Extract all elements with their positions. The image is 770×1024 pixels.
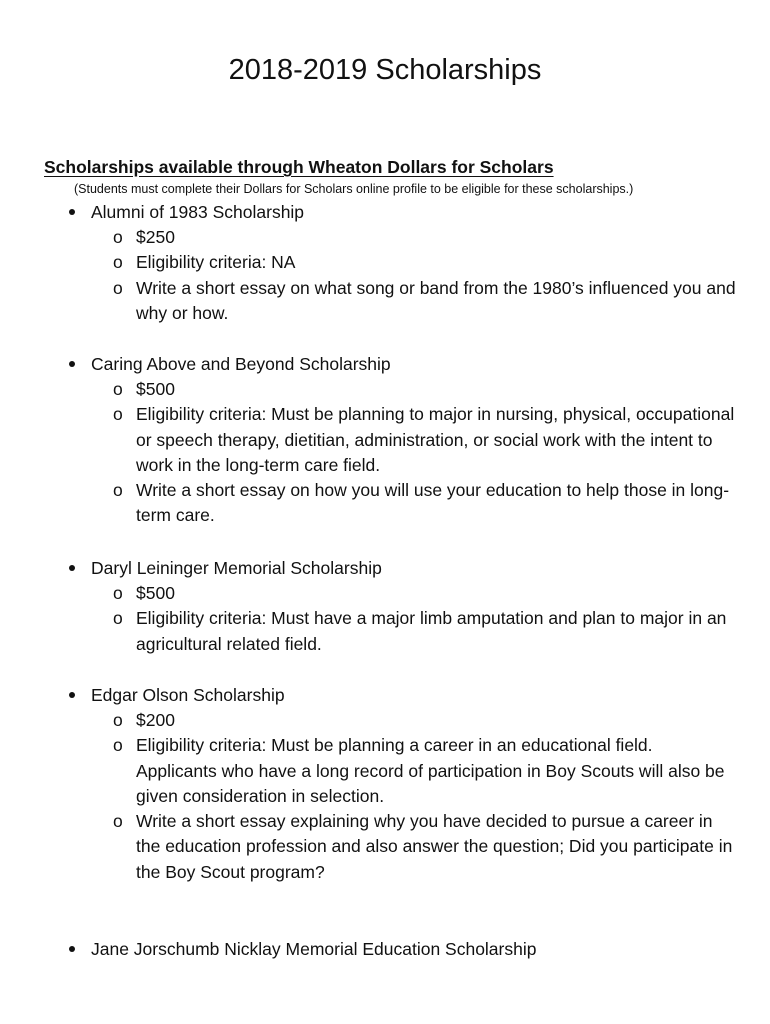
scholarship-name: Edgar Olson Scholarship bbox=[91, 685, 285, 705]
scholarship-alumni-1983 bbox=[0, 200, 770, 326]
bullet-icon bbox=[69, 565, 75, 571]
eligibility-criteria: o Eligibility criteria: Must have a major limb amputation and plan to major in an agricultural related field. bbox=[113, 608, 727, 654]
bullet-icon bbox=[69, 361, 75, 367]
scholarship-amount: o $200 bbox=[0, 708, 770, 733]
sub-bullet-icon: o bbox=[113, 608, 123, 629]
essay-requirement: o Write a short essay on what song or band from the 1980’s influenced you and why or how. bbox=[113, 277, 736, 323]
sub-bullet-icon: o bbox=[113, 735, 123, 756]
bullet-icon bbox=[69, 209, 75, 215]
scholarship-name: Daryl Leininger Memorial Scholarship bbox=[91, 558, 382, 578]
essay-requirement: o Write a short essay on how you will use your education to help those in long-term care. bbox=[113, 480, 730, 526]
scholarship-name: Alumni of 1983 Scholarship bbox=[91, 202, 305, 222]
sub-bullet-icon: o bbox=[113, 710, 123, 730]
scholarship-edgar-olson bbox=[0, 683, 770, 885]
sub-bullet-icon: o bbox=[113, 277, 123, 298]
scholarship-amount: o $500 bbox=[0, 377, 770, 402]
page-title: 2018-2019 Scholarships bbox=[228, 54, 542, 86]
section-note: (Students must complete their Dollars for Scholars online profile to be eligible for these scholarships.) bbox=[74, 182, 634, 196]
sub-bullet-icon: o bbox=[113, 811, 123, 832]
sub-bullet-icon: o bbox=[113, 480, 123, 501]
scholarship-amount: o $500 bbox=[0, 581, 770, 606]
sub-bullet-icon: o bbox=[113, 252, 123, 273]
scholarship-name: Jane Jorschumb Nicklay Memorial Education Scholarship bbox=[91, 939, 537, 959]
bullet-icon bbox=[69, 692, 75, 698]
eligibility-criteria: o Eligibility criteria: Must be planning a career in an educational field. Applicants who have a long record of participation in Boy Scouts will also be given consideration in selection. bbox=[113, 735, 725, 806]
sub-bullet-icon: o bbox=[113, 227, 123, 247]
essay-requirement: o Write a short essay explaining why you have decided to pursue a career in the education profession and also answer the question; Did you participate in the Boy Scout program? bbox=[113, 811, 733, 882]
eligibility-criteria: o Eligibility criteria: NA bbox=[0, 250, 770, 275]
sub-bullet-icon: o bbox=[113, 404, 123, 425]
scholarship-name: Caring Above and Beyond Scholarship bbox=[91, 354, 391, 374]
scholarship-caring-above-and-beyond bbox=[0, 352, 770, 529]
bullet-icon bbox=[69, 946, 75, 952]
section-heading: Scholarships available through Wheaton Dollars for Scholars bbox=[44, 157, 554, 177]
scholarship-daryl-leininger bbox=[0, 556, 770, 657]
sub-bullet-icon: o bbox=[113, 379, 123, 399]
eligibility-criteria: o Eligibility criteria: Must be planning to major in nursing, physical, occupational or speech therapy, dietitian, administration, or social work with the intent to work in the long-term care field. bbox=[113, 404, 735, 475]
sub-bullet-icon: o bbox=[113, 583, 123, 603]
scholarship-amount: o $250 bbox=[0, 225, 770, 250]
scholarship-jane-jorschumb-nicklay bbox=[0, 937, 770, 962]
